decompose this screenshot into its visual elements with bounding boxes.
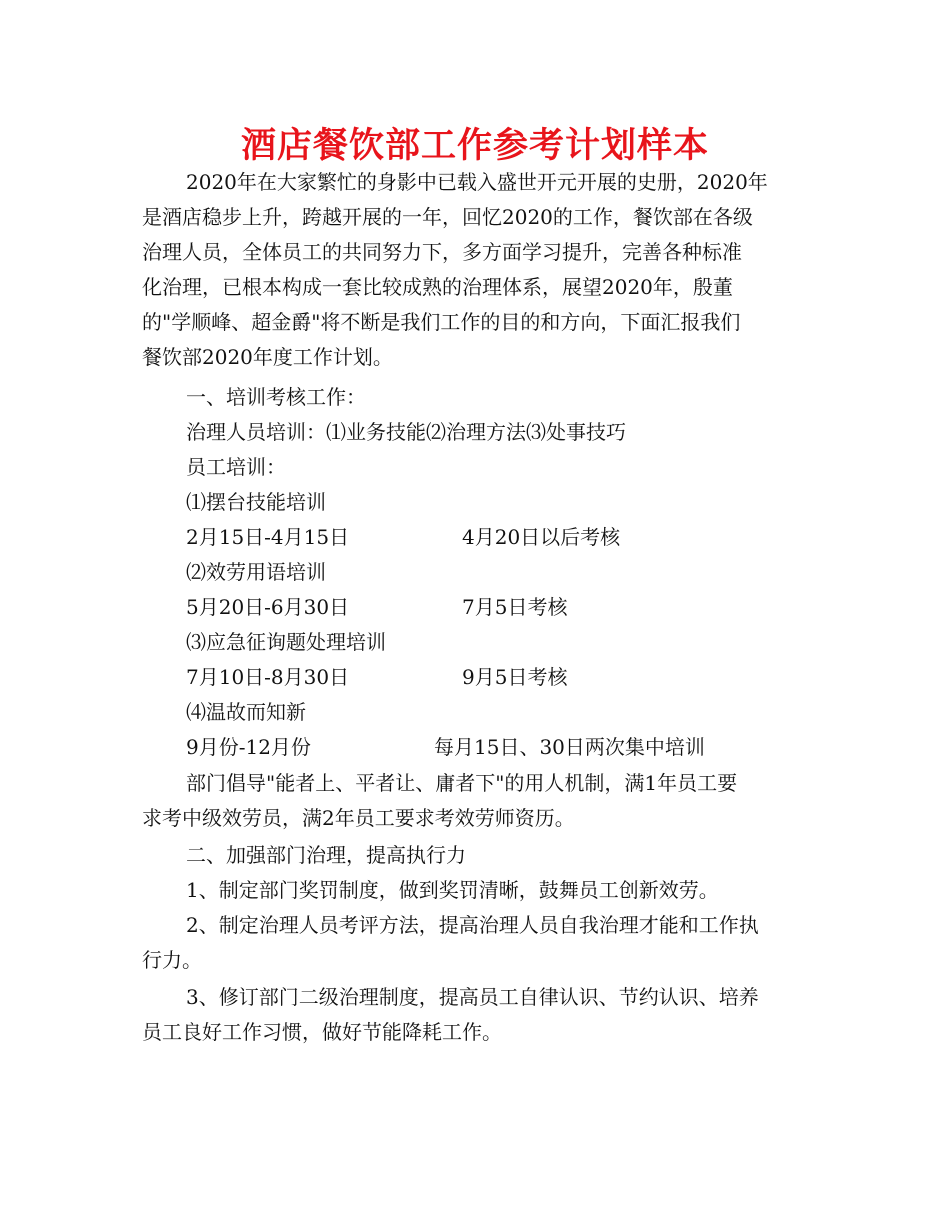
exam-date: 4月20日以后考核 (462, 525, 621, 549)
intro-line: 餐饮部2020年度工作计划。 (142, 345, 393, 369)
training-period: 5月20日-6月30日 (186, 595, 350, 619)
list-item: 3、修订部门二级治理制度，提高员工自律认识、节约认识、培养 (186, 985, 759, 1009)
intro-line: 治理人员，全体员工的共同努力下，多方面学习提升，完善各种标准 (142, 240, 742, 264)
section-heading: 二、加强部门治理，提高执行力 (186, 843, 466, 867)
training-item: ⑴摆台技能培训 (186, 490, 326, 514)
training-schedule-row (0, 660, 950, 695)
training-period: 9月份-12月份 (186, 735, 311, 759)
intro-line: 的"学顺峰、超金爵"将不断是我们工作的目的和方向，下面汇报我们 (142, 310, 741, 334)
training-schedule-row (0, 520, 950, 555)
staff-training-line: 员工培训： (186, 455, 286, 479)
section-heading: 一、培训考核工作： (186, 385, 366, 409)
list-item: 2、制定治理人员考评方法，提高治理人员自我治理才能和工作执 (186, 913, 759, 937)
training-schedule-row (0, 590, 950, 625)
intro-line: 2020年在大家繁忙的身影中已载入盛世开元开展的史册，2020年 (186, 170, 768, 194)
policy-line: 部门倡导"能者上、平者让、庸者下"的用人机制，满1年员工要 (186, 771, 738, 795)
training-period: 2月15日-4月15日 (186, 525, 350, 549)
management-training-line: 治理人员培训：⑴业务技能⑵治理方法⑶处事技巧 (186, 420, 626, 444)
training-item: ⑵效劳用语培训 (186, 560, 326, 584)
intro-line: 是酒店稳步上升，跨越开展的一年，回忆2020的工作，餐饮部在各级 (142, 205, 753, 229)
policy-line: 求考中级效劳员，满2年员工要求考效劳师资历。 (142, 806, 575, 830)
training-item: ⑷温故而知新 (186, 700, 306, 724)
list-item-continuation: 行力。 (142, 948, 202, 972)
training-schedule-row (0, 730, 950, 765)
training-item: ⑶应急征询题处理培训 (186, 630, 386, 654)
document-title: 酒店餐饮部工作参考计划样本 (240, 126, 709, 166)
exam-date: 9月5日考核 (462, 665, 568, 689)
exam-date: 7月5日考核 (462, 595, 568, 619)
list-item-continuation: 员工良好工作习惯，做好节能降耗工作。 (142, 1020, 502, 1044)
intro-line: 化治理，已根本构成一套比较成熟的治理体系，展望2020年，殷董 (142, 275, 733, 299)
exam-date: 每月15日、30日两次集中培训 (434, 735, 705, 759)
training-period: 7月10日-8月30日 (186, 665, 350, 689)
list-item: 1、制定部门奖罚制度，做到奖罚清晰，鼓舞员工创新效劳。 (186, 878, 719, 902)
